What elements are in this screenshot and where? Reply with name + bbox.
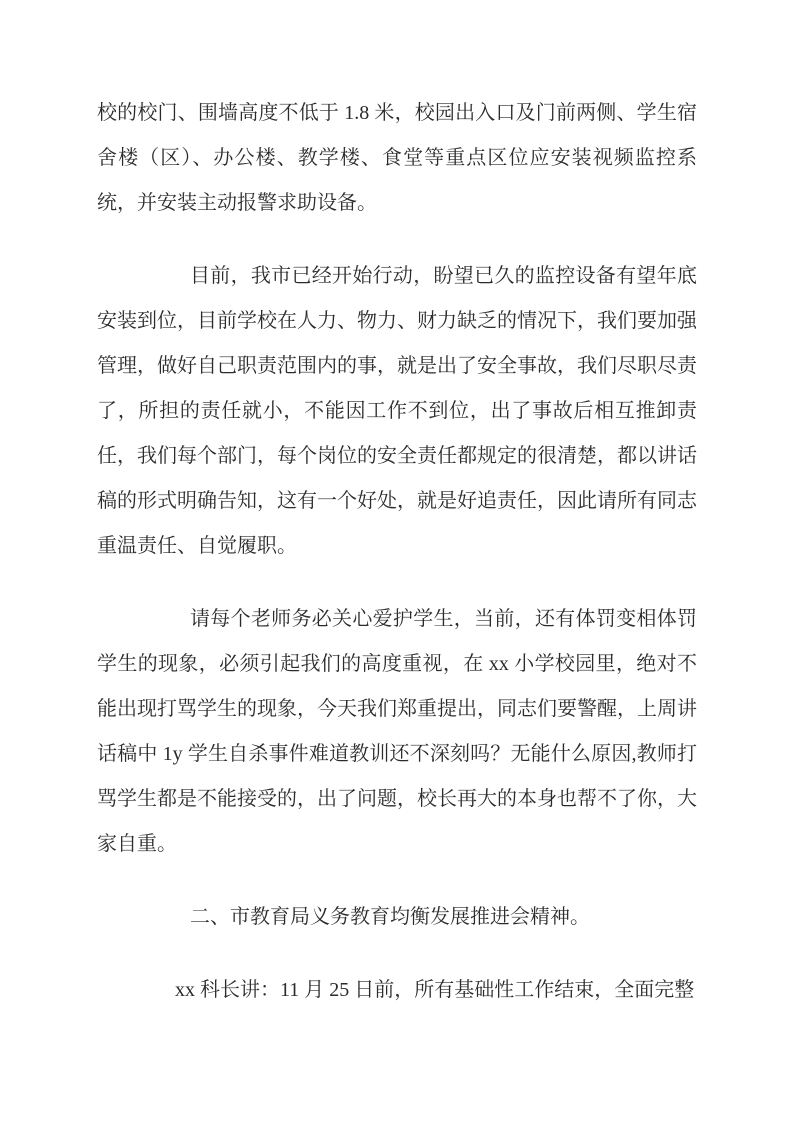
paragraph-monitoring-progress: 目前，我市已经开始行动，盼望已久的监控设备有望年底安装到位，目前学校在人力、物力、财力缺乏的情况下，我们要加强管理，做好自己职责范围内的事，就是出了安全事故，我们尽职尽责了，所担的责任就小，不能因工作不到位，出了事故后相互推卸责任，我们每个部门，每个岗位的安全责任都规定的很清楚，都以讲话稿的形式明确告知，这有一个好处，就是好追责任，因此请所有同志重温责任、自觉履职。 — [97, 265, 697, 557]
paragraph-section-chief-remarks: xx 科长讲：11 月 25 日前，所有基础性工作结束，全面完整 — [175, 979, 695, 1001]
paragraph-teacher-conduct: 请每个老师务必关心爱护学生，当前，还有体罚变相体罚学生的现象，必须引起我们的高度重视，在 xx 小学校园里，绝对不能出现打骂学生的现象，今天我们郑重提出，同志们要警醒，上周讲话稿中 1y 学生自杀事件难道教训还不深刻吗？无能什么原因,教师打骂学生都是不能接受的，出了问题，校长再大的本身也帮不了你，大家自重。 — [97, 608, 697, 855]
section-heading-education-bureau: 二、市教育局义务教育均衡发展推进会精神。 — [190, 906, 590, 928]
paragraph-continuation: 校的校门、围墙高度不低于 1.8 米，校园出入口及门前两侧、学生宿舍楼（区）、办公楼、教学楼、食堂等重点区位应安装视频监控系统，并安装主动报警求助设备。 — [97, 102, 697, 214]
